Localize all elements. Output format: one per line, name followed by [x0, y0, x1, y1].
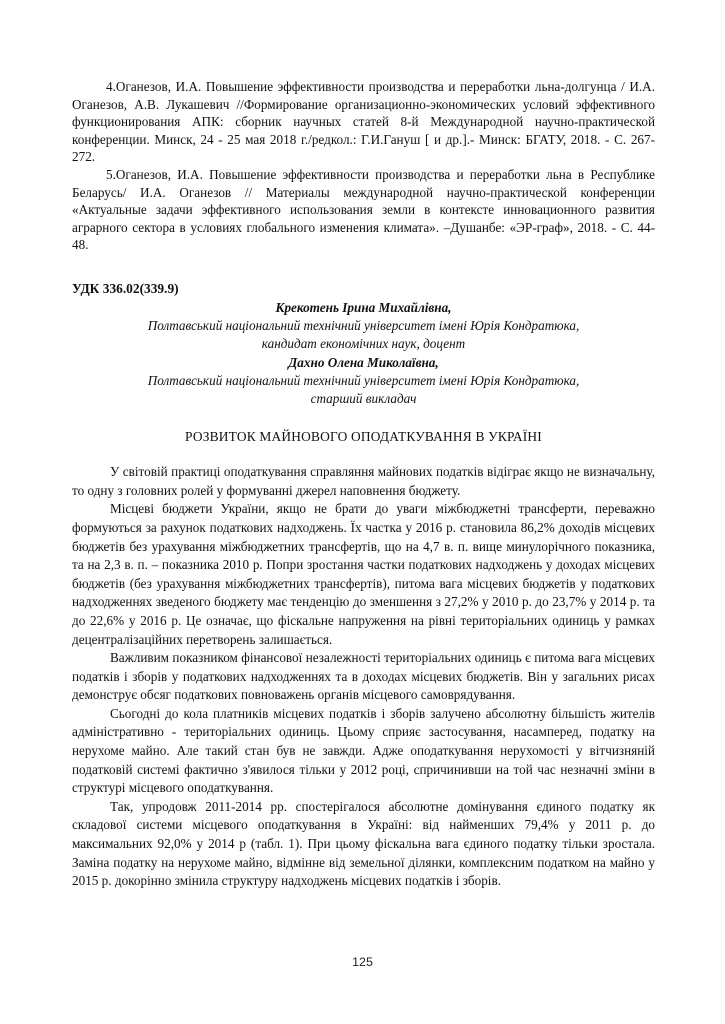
author-name: Крекотень Ірина Михайлівна, [275, 299, 452, 315]
reference-item: 4.Оганезов, И.А. Повышение эффективности производства и переработки льна-долгунца / И.А. Оганезов, А.В. Лукашевич //Формирование организационно-экономических условий эффективного функционирования АПК: сборник научных статей 8-й Международной научно-практической конференции. Минск, 24 - 25 мая 2018 г./редкол.: Г.И.Гануш [ и др.].- Минск: БГАТУ, 2018. - С. 267-272. [72, 79, 655, 165]
body-paragraph: У світовій практиці оподаткування справляння майнових податків відіграє якщо не визначальну, то одну з головних ролей у формуванні джерел наповнення бюджету. [72, 464, 655, 498]
author-position: кандидат економічних наук, доцент [261, 336, 466, 352]
page-number: 125 [352, 955, 373, 969]
article-body [72, 463, 655, 891]
author-position: старший викладач [310, 390, 417, 406]
reference-item: 5.Оганезов, И.А. Повышение эффективности производства и переработки льна в Республике Беларусь/ И.А. Оганезов // Материалы международной научно-практической конференции «Актуальные задачи эффективного использования земли в контексте инновационного развития аграрного сектора в условиях глобального изменения климата». –Душанбе: «ЭР-граф», 2018. - С. 44-48. [72, 166, 655, 253]
body-paragraph: Важливим показником фінансової незалежності територіальних одиниць є питома вага місцевих податків і зборів у податкових надходженнях та в доходах місцевих бюджетів. Він у загальних рисах демонструє обсяг податкових повноважень органів місцевого самоврядування. [72, 650, 655, 703]
body-paragraph: Місцеві бюджети України, якщо не брати до уваги міжбюджетні трансферти, переважно формуються за рахунок податкових надходжень. Їх частка у 2016 р. становила 86,2% доходів місцевих бюджетів без урахування міжбюджетних трансфертів, що на 4,7 в. п. вище минулорічного показника, та на 2,3 в. п. – показника 2010 р. Попри зростання частки податкових надходжень у доходах місцевих бюджетів (без урахування міжбюджетних трансфертів), питома вага місцевих бюджетів у податкових надходженнях зведеного бюджету має тенденцію до зменшення з 27,2% у 2010 р. до 23,7% у 2014 р. та до 22,6% у 2016 р. Це означає, що фіскальне напруження на рівні територіальних одиниць у рамках децентралізаційних перетворень залишається. [72, 501, 655, 647]
udk-code: УДК 336.02(339.9) [72, 280, 179, 296]
authors-block [72, 299, 655, 408]
author-name: Дахно Олена Миколаївна, [288, 354, 439, 370]
article-title: РОЗВИТОК МАЙНОВОГО ОПОДАТКУВАННЯ В УКРАЇНІ [185, 429, 542, 445]
page-content [72, 78, 655, 891]
author-affiliation: Полтавський національний технічний університет імені Юрія Кондратюка, [147, 318, 580, 334]
author-affiliation: Полтавський національний технічний університет імені Юрія Кондратюка, [147, 372, 580, 388]
references-block [72, 78, 655, 254]
body-paragraph: Сьогодні до кола платників місцевих податків і зборів залучено абсолютну більшість жителів адміністративно - територіальних одиниць. Цьому сприяє застосування, насамперед, податку на нерухоме майно. Але такий стан був не завжди. Адже оподаткування нерухомості у вітчизняній податковій системі фактично з'явилося тільки у 2012 році, спричинивши на той час незначні зміни в структурі місцевого оподаткування. [72, 705, 655, 796]
body-paragraph: Так, упродовж 2011-2014 рр. спостерігалося абсолютне домінування єдиного податку як складової системи місцевого оподаткування в Україні: від найменших 79,4% у 2011 р. до максимальних 92,0% у 2014 р (табл. 1). При цьому фіскальна вага єдиного податку тільки зростала. Заміна податку на нерухоме майно, відмінне від земельної ділянки, комплексним податком на майно у 2015 р. докорінно змінила структуру надходжень місцевих податків і зборів. [72, 798, 655, 889]
